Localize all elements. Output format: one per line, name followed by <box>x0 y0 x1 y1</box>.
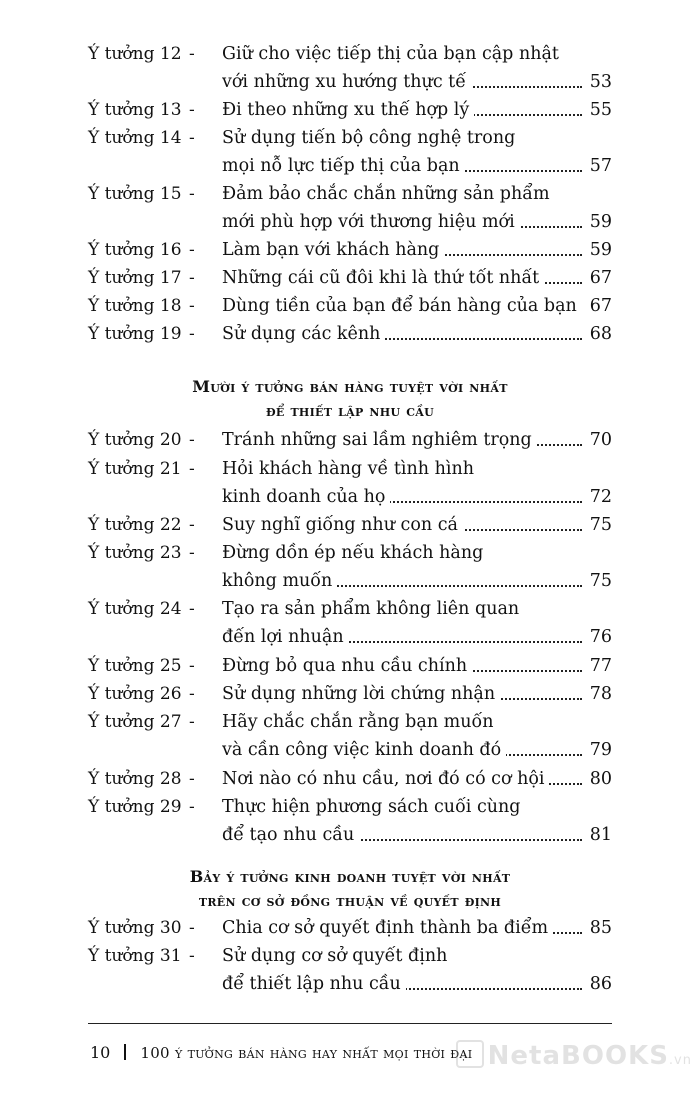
dot-leader <box>222 96 582 124</box>
entry-title: Thực hiện phương sách cuối cùng <box>222 797 521 817</box>
watermark-brand: NetaBOOKS <box>487 1041 669 1071</box>
entry-label: Ý tưởng 27 <box>88 712 182 732</box>
entry-dash: - <box>189 240 195 260</box>
section-heading-line2: để thiết lập nhu cầu <box>265 401 435 420</box>
entry-title-cont: mới phù hợp với thương hiệu mới <box>222 212 520 232</box>
entry-page-number: 70 <box>589 430 612 450</box>
entry-dash: - <box>189 100 195 120</box>
entry-page-number: 75 <box>589 571 612 591</box>
entry-label: Ý tưởng 25 <box>88 656 182 676</box>
dot-leader <box>222 320 582 348</box>
dot-leader <box>222 208 582 236</box>
entry-label: Ý tưởng 20 <box>88 430 182 450</box>
entry-title: Những cái cũ đôi khi là thứ tốt nhất <box>222 268 544 288</box>
entry-dash: - <box>189 712 195 732</box>
entry-dash: - <box>189 268 195 288</box>
entry-label: Ý tưởng 24 <box>88 599 182 619</box>
entry-label: Ý tưởng 14 <box>88 128 182 148</box>
entry-page-number: 67 <box>589 268 612 288</box>
entry-label: Ý tưởng 17 <box>88 268 182 288</box>
entry-title: Sử dụng tiến bộ công nghệ trong <box>222 128 516 148</box>
section-heading-line1: Mười ý tưởng bán hàng tuyệt vời nhất <box>192 377 508 396</box>
entry-dash: - <box>189 769 195 789</box>
footer-separator <box>124 1044 126 1060</box>
entry-dash: - <box>189 184 195 204</box>
dot-leader <box>222 970 582 998</box>
entry-title: Sử dụng những lời chứng nhận <box>222 684 500 704</box>
entry-page-number: 67 <box>589 296 612 316</box>
entry-page-number: 57 <box>589 156 612 176</box>
entry-dash: - <box>189 684 195 704</box>
entry-label: Ý tưởng 23 <box>88 543 182 563</box>
entry-dash: - <box>189 599 195 619</box>
section-heading <box>0 375 700 423</box>
entry-title: Giữ cho việc tiếp thị của bạn cập nhật <box>222 44 559 64</box>
dot-leader <box>222 736 582 764</box>
footer-rule <box>88 1023 612 1024</box>
entry-title-cont: để thiết lập nhu cầu <box>222 974 406 994</box>
entry-page-number: 72 <box>589 487 612 507</box>
entry-label: Ý tưởng 16 <box>88 240 182 260</box>
entry-dash: - <box>189 797 195 817</box>
entry-title: Đừng dồn ép nếu khách hàng <box>222 543 484 563</box>
dot-leader <box>222 511 582 539</box>
entry-title: Hỏi khách hàng về tình hình <box>222 459 474 479</box>
entry-page-number: 75 <box>589 515 612 535</box>
entry-label: Ý tưởng 18 <box>88 296 182 316</box>
section-heading-line1: Bảy ý tưởng kinh doanh tuyệt vời nhất <box>189 867 511 886</box>
entry-label: Ý tưởng 28 <box>88 769 182 789</box>
entry-title: Đảm bảo chắc chắn những sản phẩm <box>222 184 550 204</box>
entry-dash: - <box>189 656 195 676</box>
watermark-domain: .vn <box>668 1053 692 1068</box>
entry-title: Hãy chắc chắn rằng bạn muốn <box>222 712 494 732</box>
entry-label: Ý tưởng 12 <box>88 44 182 64</box>
dot-leader <box>222 623 582 651</box>
entry-page-number: 76 <box>589 627 612 647</box>
entry-page-number: 79 <box>589 740 612 760</box>
watermark-logo <box>456 1040 692 1071</box>
entry-title-cont: kinh doanh của họ <box>222 487 390 507</box>
entry-label: Ý tưởng 13 <box>88 100 182 120</box>
entry-title: Làm bạn với khách hàng <box>222 240 444 260</box>
entry-title-cont: với những xu hướng thực tế <box>222 72 471 92</box>
dot-leader <box>222 680 582 708</box>
entry-title-cont: để tạo nhu cầu <box>222 825 359 845</box>
entry-page-number: 55 <box>589 100 612 120</box>
entry-label: Ý tưởng 22 <box>88 515 182 535</box>
entry-title-cont: mọi nỗ lực tiếp thị của bạn <box>222 156 465 176</box>
entry-label: Ý tưởng 21 <box>88 459 182 479</box>
entry-dash: - <box>189 430 195 450</box>
entry-title: Suy nghĩ giống như con cá <box>222 515 463 535</box>
dot-leader <box>222 914 582 942</box>
dot-leader <box>222 483 582 511</box>
entry-title: Sử dụng các kênh <box>222 324 385 344</box>
entry-title: Đừng bỏ qua nhu cầu chính <box>222 656 472 676</box>
entry-dash: - <box>189 296 195 316</box>
entry-page-number: 59 <box>589 212 612 232</box>
section-heading <box>0 865 700 913</box>
entry-label: Ý tưởng 30 <box>88 918 182 938</box>
running-title: 100 ý tưởng bán hàng hay nhất mọi thời đại <box>140 1044 473 1062</box>
entry-title: Tránh những sai lầm nghiêm trọng <box>222 430 537 450</box>
entry-page-number: 81 <box>589 825 612 845</box>
entry-title-cont: không muốn <box>222 571 337 591</box>
dot-leader <box>222 236 582 264</box>
section-heading-line2: trên cơ sở đồng thuận về quyết định <box>198 891 502 910</box>
dot-leader <box>222 567 582 595</box>
entry-dash: - <box>189 44 195 64</box>
entry-page-number: 77 <box>589 656 612 676</box>
entry-dash: - <box>189 918 195 938</box>
dot-leader <box>222 292 582 320</box>
entry-label: Ý tưởng 31 <box>88 946 182 966</box>
entry-page-number: 85 <box>589 918 612 938</box>
page-number: 10 <box>90 1043 111 1062</box>
entry-title: Nơi nào có nhu cầu, nơi đó có cơ hội <box>222 769 549 789</box>
dot-leader <box>222 821 582 849</box>
dot-leader <box>222 264 582 292</box>
entry-dash: - <box>189 128 195 148</box>
dot-leader <box>222 652 582 680</box>
entry-title: Sử dụng cơ sở quyết định <box>222 946 448 966</box>
entry-page-number: 80 <box>589 769 612 789</box>
netabooks-logo-icon <box>456 1040 484 1068</box>
entry-title: Dùng tiền của bạn để bán hàng của bạn <box>222 296 582 316</box>
dot-leader <box>222 765 582 793</box>
page-footer <box>90 1041 472 1065</box>
dot-leader <box>222 68 582 96</box>
entry-title: Đi theo những xu thế hợp lý <box>222 100 474 120</box>
entry-label: Ý tưởng 19 <box>88 324 182 344</box>
entry-dash: - <box>189 324 195 344</box>
entry-page-number: 68 <box>589 324 612 344</box>
entry-label: Ý tưởng 29 <box>88 797 182 817</box>
entry-page-number: 78 <box>589 684 612 704</box>
entry-dash: - <box>189 543 195 563</box>
entry-title: Chia cơ sở quyết định thành ba điểm <box>222 918 553 938</box>
entry-label: Ý tưởng 15 <box>88 184 182 204</box>
entry-page-number: 59 <box>589 240 612 260</box>
entry-label: Ý tưởng 26 <box>88 684 182 704</box>
dot-leader <box>222 152 582 180</box>
dot-leader <box>222 426 582 454</box>
entry-title-cont: đến lợi nhuận <box>222 627 349 647</box>
entry-page-number: 86 <box>589 974 612 994</box>
entry-page-number: 53 <box>589 72 612 92</box>
entry-dash: - <box>189 946 195 966</box>
entry-title: Tạo ra sản phẩm không liên quan <box>222 599 520 619</box>
entry-dash: - <box>189 459 195 479</box>
entry-title-cont: và cần công việc kinh doanh đó <box>222 740 506 760</box>
entry-dash: - <box>189 515 195 535</box>
